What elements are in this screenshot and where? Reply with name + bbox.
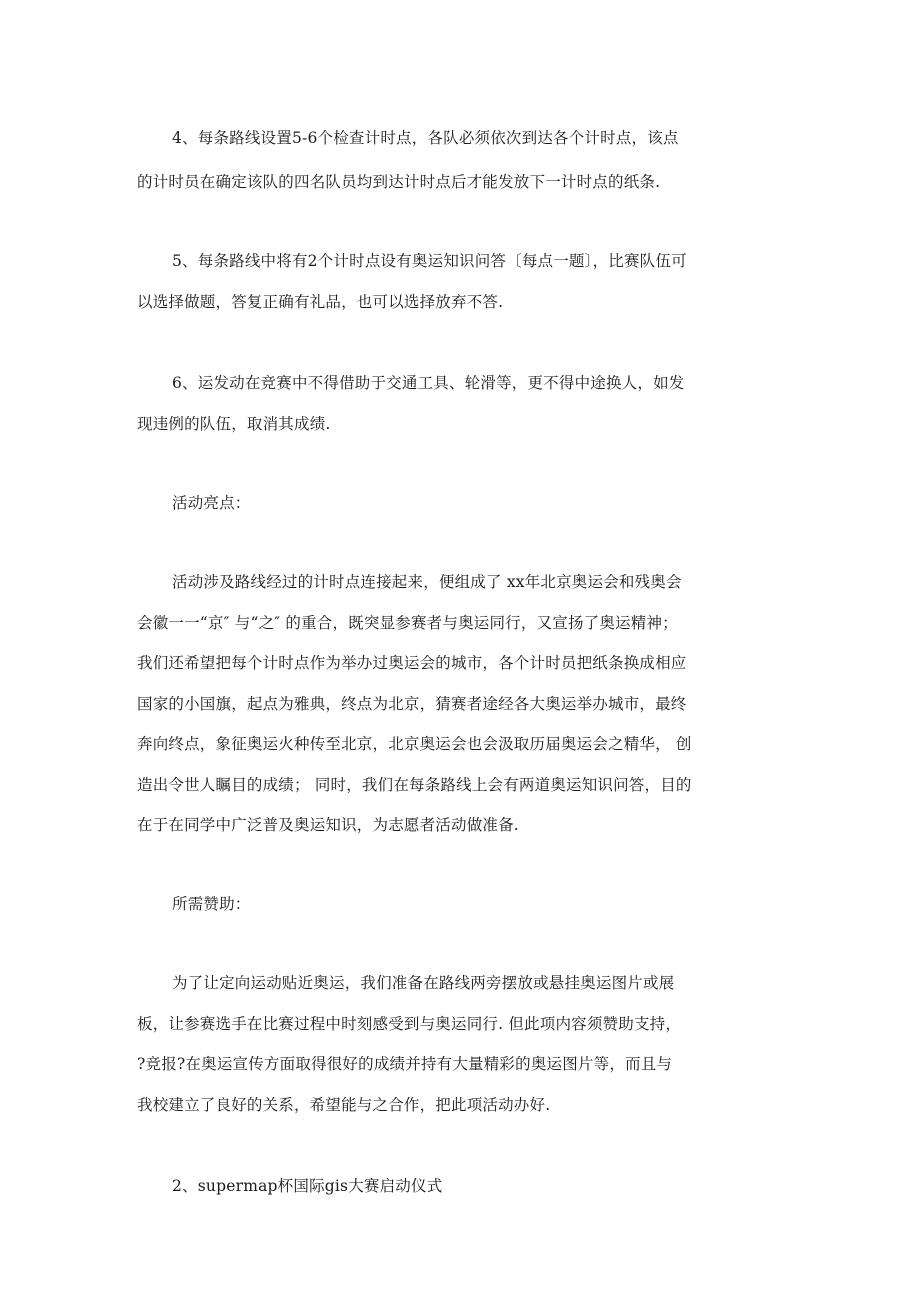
section2-title: 2、supermap杯国际gis大赛启动仪式: [172, 1177, 443, 1195]
highlights-line7: 在于在同学中广泛普及奥运知识，为志愿者活动做准备.: [137, 816, 519, 834]
item4-line2: 的计时员在确定该队的四名队员均到达计时点后才能发放下一计时点的纸条.: [137, 173, 661, 191]
sponsor-line4: 我校建立了良好的关系，希望能与之合作，把此项活动办好.: [137, 1096, 551, 1114]
item6-line2: 现违例的队伍，取消其成绩.: [137, 415, 331, 433]
sponsor-line3: ?竞报?在奥运宣传方面取得很好的成绩并持有大量精彩的奥运图片等，而且与: [137, 1055, 673, 1073]
highlights-line1: 活动涉及路线经过的计时点连接起来，便组成了 xx年北京奥运会和残奥会: [172, 573, 682, 591]
highlights-line6: 造出令世人瞩目的成绩； 同时，我们在每条路线上会有两道奥运知识问答，目的: [137, 776, 692, 794]
item4-line1: 4、每条路线设置5-6个检查计时点，各队必须依次到达各个计时点，该点: [172, 129, 679, 147]
sponsor-heading: 所需赞助：: [172, 895, 251, 913]
highlights-heading: 活动亮点：: [172, 494, 251, 512]
highlights-line2: 会徽一一“京″ 与“之″ 的重合，既突显参赛者与奥运同行，又宣扬了奥运精神；: [137, 614, 678, 632]
highlights-line3: 我们还希望把每个计时点作为举办过奥运会的城市，各个计时员把纸条换成相应: [137, 654, 687, 672]
item5-line1: 5、每条路线中将有2个计时点设有奥运知识问答〔每点一题〕，比赛队伍可: [172, 252, 687, 270]
item6-line1: 6、运发动在竞赛中不得借助于交通工具、轮滑等，更不得中途换人，如发: [172, 374, 685, 392]
highlights-line4: 国家的小国旗，起点为雅典，终点为北京，猜赛者途经各大奥运举办城市，最终: [137, 695, 687, 713]
sponsor-line1: 为了让定向运动贴近奥运，我们准备在路线两旁摆放或悬挂奥运图片或展: [172, 974, 675, 992]
item5-line2: 以选择做题，答复正确有礼品，也可以选择放弃不答.: [137, 293, 504, 311]
sponsor-line2: 板，让参赛选手在比赛过程中时刻感受到与奥运同行. 但此项内容须赞助支持，: [137, 1015, 682, 1033]
highlights-line5: 奔向终点，象征奥运火种传至北京，北京奥运会也会汲取历届奥运会之精华， 创: [137, 735, 692, 753]
